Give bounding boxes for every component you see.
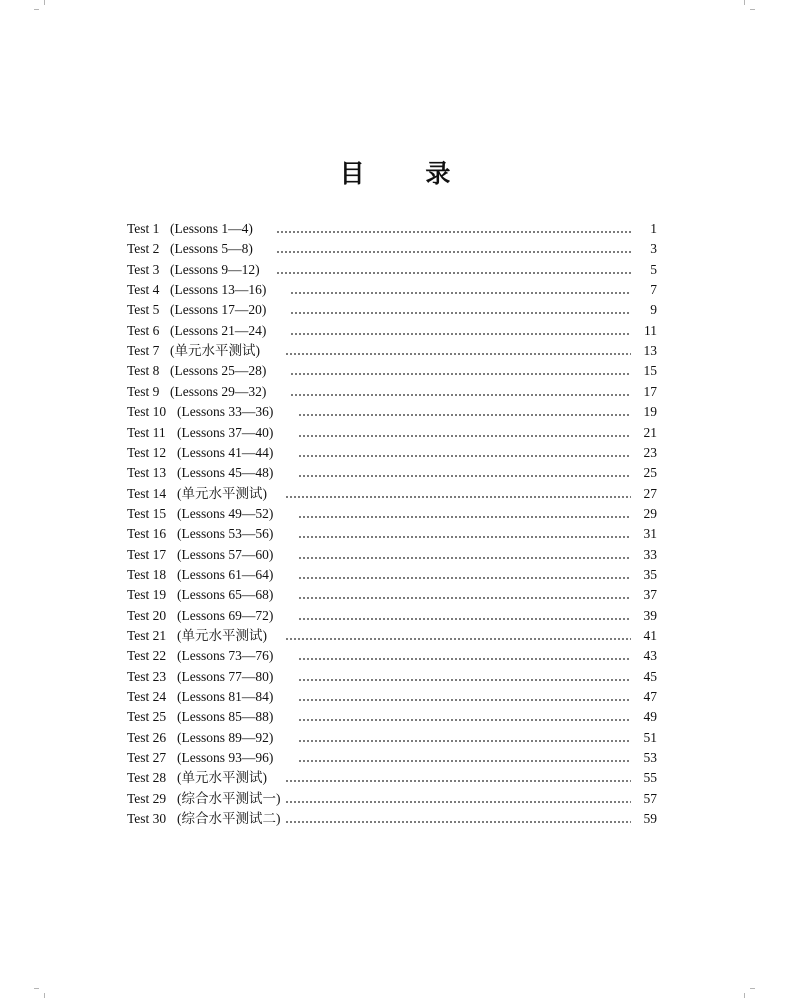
dot-leader bbox=[298, 707, 631, 727]
toc-entry-page-number: 41 bbox=[643, 628, 657, 643]
dot-leader bbox=[285, 626, 631, 646]
dot-leader bbox=[298, 423, 631, 443]
toc-entry-test: Test 16 bbox=[127, 526, 167, 542]
dot-leader bbox=[298, 728, 631, 748]
toc-entry[interactable] bbox=[127, 402, 657, 422]
toc-entry-test: Test 4 bbox=[127, 282, 160, 298]
toc-entry[interactable] bbox=[127, 280, 657, 300]
dot-leader bbox=[276, 219, 631, 239]
crop-mark bbox=[34, 988, 39, 989]
toc-entry[interactable] bbox=[127, 321, 657, 341]
toc-entry-page-number: 55 bbox=[643, 770, 657, 786]
toc-entry-lessons: (Lessons 89—92) bbox=[177, 729, 274, 745]
toc-entry-page-number: 7 bbox=[650, 282, 657, 298]
toc-entry-lessons: (Lessons 65—68) bbox=[177, 587, 274, 603]
toc-entry[interactable] bbox=[127, 463, 657, 483]
toc-entry-test: Test 15 bbox=[127, 505, 167, 521]
toc-entry[interactable] bbox=[127, 524, 657, 544]
toc-entry-test: Test 11 bbox=[127, 424, 166, 440]
toc-entry[interactable] bbox=[127, 545, 657, 565]
dot-leader bbox=[298, 687, 631, 707]
toc-entry-page-number: 39 bbox=[643, 607, 657, 623]
toc-entry[interactable] bbox=[127, 260, 657, 280]
toc-entry[interactable] bbox=[127, 565, 657, 585]
toc-entry[interactable] bbox=[127, 789, 657, 809]
toc-entry-page-number: 9 bbox=[650, 302, 657, 318]
toc-entry-lessons: (Lessons 37—40) bbox=[177, 424, 274, 440]
toc-entry-page-number: 21 bbox=[643, 424, 657, 440]
toc-entry-page-number: 15 bbox=[643, 363, 657, 379]
dot-leader bbox=[298, 606, 631, 626]
toc-entry-lessons: (Lessons 49—52) bbox=[177, 505, 274, 521]
toc-entry-lessons: (Lessons 53—56) bbox=[177, 526, 274, 542]
toc-entry-lessons: (单元水平测试) bbox=[170, 343, 260, 359]
toc-entry-test: Test 9 bbox=[127, 383, 160, 399]
dot-leader bbox=[298, 402, 631, 422]
toc-entry-test: Test 10 bbox=[127, 404, 167, 420]
dot-leader bbox=[276, 260, 631, 280]
dot-leader bbox=[298, 524, 631, 544]
toc-entry-lessons: (单元水平测试) bbox=[177, 485, 267, 501]
toc-entry-lessons: (Lessons 41—44) bbox=[177, 444, 274, 460]
crop-mark bbox=[744, 993, 745, 998]
toc-entry[interactable] bbox=[127, 484, 657, 504]
toc-entry[interactable] bbox=[127, 768, 657, 788]
toc-entry-test: Test 30 bbox=[127, 811, 167, 827]
toc-entry-page-number: 31 bbox=[643, 526, 657, 542]
toc-entry-test: Test 29 bbox=[127, 790, 167, 806]
toc-entry-test: Test 21 bbox=[127, 628, 167, 643]
toc-entry[interactable] bbox=[127, 646, 657, 666]
toc-entry-test: Test 25 bbox=[127, 709, 167, 725]
toc-entry-test: Test 20 bbox=[127, 607, 167, 623]
toc-entry-lessons: (单元水平测试) bbox=[177, 770, 267, 786]
toc-entry[interactable] bbox=[127, 382, 657, 402]
dot-leader bbox=[290, 321, 631, 341]
toc-entry-page-number: 43 bbox=[643, 648, 657, 664]
toc-entry-page-number: 45 bbox=[643, 668, 657, 684]
toc-entry-page-number: 47 bbox=[643, 689, 657, 705]
dot-leader bbox=[298, 504, 631, 524]
toc-entry-lessons: (Lessons 9—12) bbox=[170, 261, 260, 277]
toc-entry[interactable] bbox=[127, 585, 657, 605]
dot-leader bbox=[290, 361, 631, 381]
toc-entry-page-number: 51 bbox=[643, 729, 657, 745]
toc-entry-lessons: (Lessons 29—32) bbox=[170, 383, 267, 399]
toc-entry-page-number: 11 bbox=[644, 322, 657, 338]
dot-leader bbox=[298, 585, 631, 605]
toc-entry[interactable] bbox=[127, 606, 657, 626]
toc-entry-test: Test 19 bbox=[127, 587, 167, 603]
toc-entry-lessons: (Lessons 33—36) bbox=[177, 404, 274, 420]
toc-entry[interactable] bbox=[127, 341, 657, 361]
toc-entry-test: Test 8 bbox=[127, 363, 160, 379]
toc-entry-page-number: 57 bbox=[643, 790, 657, 806]
toc-entry-test: Test 2 bbox=[127, 241, 160, 257]
toc-entry-test: Test 7 bbox=[127, 343, 160, 359]
toc-entry-lessons: (综合水平测试二) bbox=[177, 811, 281, 827]
crop-mark bbox=[44, 993, 45, 998]
toc-entry-lessons: (Lessons 17—20) bbox=[170, 302, 267, 318]
toc-entry-lessons: (Lessons 5—8) bbox=[170, 241, 253, 257]
dot-leader bbox=[285, 341, 631, 361]
toc-entry-page-number: 35 bbox=[643, 566, 657, 582]
toc-entry-test: Test 13 bbox=[127, 465, 167, 481]
toc-entry[interactable] bbox=[127, 239, 657, 259]
crop-mark bbox=[750, 9, 755, 10]
dot-leader bbox=[298, 748, 631, 768]
page-title: 目 录 bbox=[339, 159, 477, 188]
toc-entry[interactable] bbox=[127, 809, 657, 829]
toc-entry[interactable] bbox=[127, 707, 657, 727]
toc-entry[interactable] bbox=[127, 504, 657, 524]
toc-entry-lessons: (Lessons 77—80) bbox=[177, 668, 274, 684]
toc-entry-test: Test 24 bbox=[127, 689, 167, 705]
dot-leader bbox=[298, 646, 631, 666]
toc-entry[interactable] bbox=[127, 443, 657, 463]
toc-entry-lessons: (Lessons 73—76) bbox=[177, 648, 274, 664]
toc-entry[interactable] bbox=[127, 728, 657, 748]
toc-entry-lessons: (Lessons 45—48) bbox=[177, 465, 274, 481]
toc-entry-test: Test 17 bbox=[127, 546, 167, 562]
toc-entry-test: Test 22 bbox=[127, 648, 167, 664]
toc-entry-lessons: (单元水平测试) bbox=[177, 628, 267, 643]
toc-entry-lessons: (Lessons 1—4) bbox=[170, 221, 253, 236]
toc-entry-page-number: 13 bbox=[643, 343, 657, 359]
toc-entry-page-number: 17 bbox=[643, 383, 657, 399]
toc-entry-lessons: (Lessons 81—84) bbox=[177, 689, 274, 705]
dot-leader bbox=[285, 768, 631, 788]
crop-mark bbox=[750, 988, 755, 989]
toc-entry-page-number: 49 bbox=[643, 709, 657, 725]
toc-entry-lessons: (Lessons 69—72) bbox=[177, 607, 274, 623]
dot-leader bbox=[290, 382, 631, 402]
toc-entry-lessons: (Lessons 57—60) bbox=[177, 546, 274, 562]
toc-entry[interactable] bbox=[127, 626, 657, 646]
toc-entry-test: Test 1 bbox=[127, 221, 160, 236]
toc-entry-lessons: (Lessons 13—16) bbox=[170, 282, 267, 298]
dot-leader bbox=[298, 667, 631, 687]
toc-entry-lessons: (Lessons 85—88) bbox=[177, 709, 274, 725]
toc-entry[interactable] bbox=[127, 219, 657, 239]
toc-entry-lessons: (Lessons 25—28) bbox=[170, 363, 267, 379]
toc-entry-test: Test 23 bbox=[127, 668, 167, 684]
toc-entry-page-number: 27 bbox=[643, 485, 657, 501]
toc-entry-test: Test 3 bbox=[127, 261, 160, 277]
crop-mark bbox=[34, 9, 39, 10]
toc-entry-lessons: (Lessons 61—64) bbox=[177, 566, 274, 582]
dot-leader bbox=[276, 239, 631, 259]
dot-leader bbox=[298, 463, 631, 483]
toc-entry-test: Test 14 bbox=[127, 485, 167, 501]
toc-entry-lessons: (综合水平测试一) bbox=[177, 790, 281, 806]
dot-leader bbox=[285, 789, 631, 809]
toc-entry-page-number: 25 bbox=[643, 465, 657, 481]
toc-entry-page-number: 37 bbox=[643, 587, 657, 603]
toc-entry[interactable] bbox=[127, 423, 657, 443]
toc-entry[interactable] bbox=[127, 300, 657, 320]
toc-entry-test: Test 28 bbox=[127, 770, 167, 786]
dot-leader bbox=[290, 300, 631, 320]
toc-entry-lessons: (Lessons 21—24) bbox=[170, 322, 267, 338]
toc-entry[interactable] bbox=[127, 687, 657, 707]
dot-leader bbox=[298, 443, 631, 463]
dot-leader bbox=[290, 280, 631, 300]
toc-entry-page-number: 29 bbox=[643, 505, 657, 521]
crop-mark bbox=[744, 0, 745, 5]
toc-entry-lessons: (Lessons 93—96) bbox=[177, 750, 274, 766]
toc-entry-page-number: 53 bbox=[643, 750, 657, 766]
toc-entry-test: Test 5 bbox=[127, 302, 160, 318]
toc-entry[interactable] bbox=[127, 748, 657, 768]
dot-leader bbox=[285, 809, 631, 829]
toc-entry-page-number: 33 bbox=[643, 546, 657, 562]
toc-entry-page-number: 1 bbox=[650, 221, 657, 236]
crop-mark bbox=[44, 0, 45, 5]
dot-leader bbox=[298, 565, 631, 585]
toc-entry[interactable] bbox=[127, 361, 657, 381]
toc-entry-test: Test 18 bbox=[127, 566, 167, 582]
toc-entry-page-number: 23 bbox=[643, 444, 657, 460]
dot-leader bbox=[285, 484, 631, 504]
toc-entry-test: Test 27 bbox=[127, 750, 167, 766]
toc-entry-page-number: 59 bbox=[643, 811, 657, 827]
toc-entry-test: Test 12 bbox=[127, 444, 167, 460]
toc-entry-page-number: 3 bbox=[650, 241, 657, 257]
toc-entry-test: Test 26 bbox=[127, 729, 167, 745]
toc-entry-test: Test 6 bbox=[127, 322, 160, 338]
toc-entry[interactable] bbox=[127, 667, 657, 687]
toc-entry-page-number: 19 bbox=[643, 404, 657, 420]
toc-entry-page-number: 5 bbox=[650, 261, 657, 277]
dot-leader bbox=[298, 545, 631, 565]
